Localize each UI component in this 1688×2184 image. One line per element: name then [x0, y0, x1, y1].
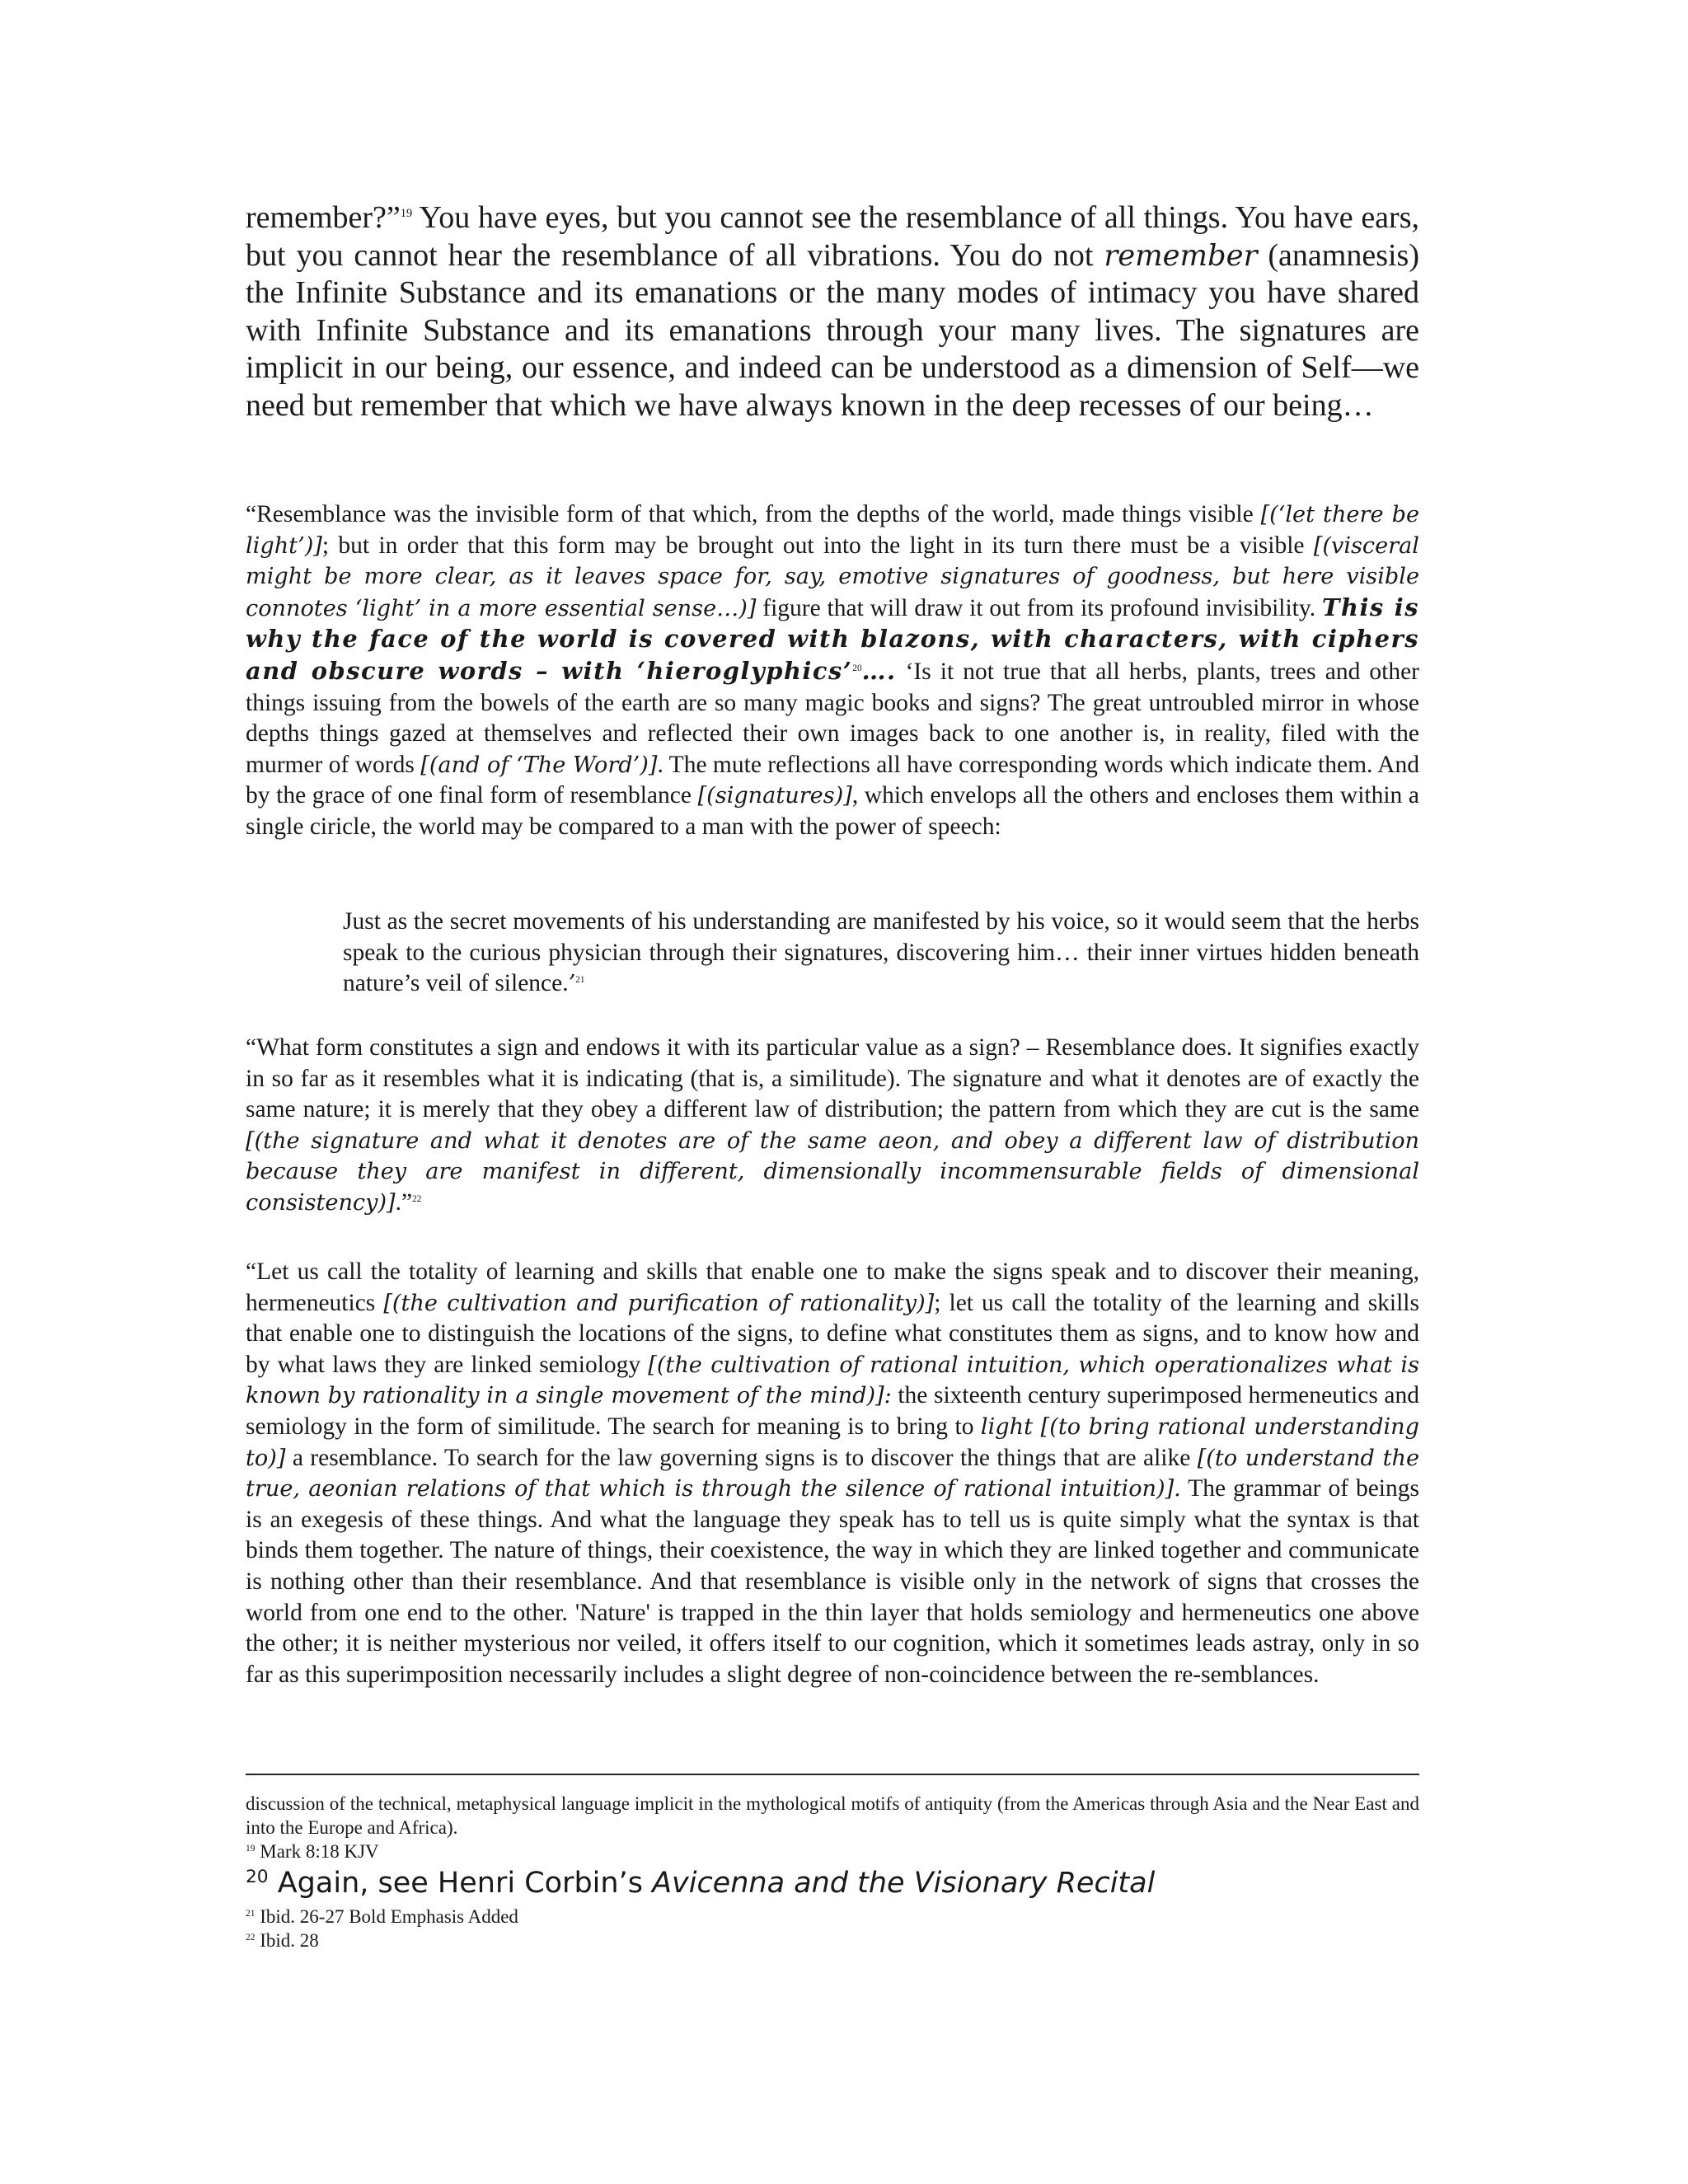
annotation-rationality: [(the cultivation and purification of rationality)]	[383, 1290, 935, 1316]
quote-paragraph-hermeneutics: “Let us call the totality of learning and skills that enable one to make the signs speak and to discover their meaning, hermeneutics [(the cultivation and purification of rationality)]; let us call the totality of the learning and skills that enable one to distinguish the locations of the signs, to define what constitutes them as signs, and to know how and by what laws they are linked semiology [(the cultivation of rational intuition, which operationalizes what is known by rationality in a single movement of the mind)]: the sixteenth century superimposed hermeneutics and semiology in the form of similitude. The search for meaning is to bring to light [(to bring rational understanding to)] a resemblance. To search for the law governing signs is to discover the things that are alike [(to understand the true, aeonian relations of that which is through the silence of rational intuition)]. The grammar of beings is an exegesis of these things. And what the language they speak has to tell us is quite simply what the syntax is that binds them together. The nature of things, their coexistence, the way in which they are linked together and communicate is nothing other than their resemblance. And that resemblance is visible only in the network of signs that crosses the world from one end to the other. 'Nature' is trapped in the thin layer that holds semiology and hermeneutics one above the other; it is neither mysterious nor veiled, it offers itself to our cognition, which it sometimes leads astray, only in so far as this superimposition necessarily includes a slight degree of non-coincidence between the re-semblances.	[246, 1258, 1420, 1688]
lead-paragraph: remember?”$^{19}$ You have eyes, but you cannot see the resemblance of all things. You have ears, but you cannot hear the resemblance of all vibrations. You do not remember (anamnesis) the Infinite Substance and its emanations or the many modes of intimacy you have shared with Infinite Substance and its emanations through your many lives. The signatures are implicit in our being, our essence, and indeed can be understood as a dimension of Self—we need but remember that which we have always known in the deep recesses of our being…	[246, 200, 1419, 423]
annotation-aeon: [(the signature and what it denotes are of the same aeon, and obey a different law of distribution because they are manifest in different, dimensionally incommensurable fields of dimensional consistency)]	[246, 1127, 1419, 1216]
footnote-ref-19: 19	[400, 207, 413, 221]
footnote-ref-20: 20	[852, 663, 862, 673]
annotation-visceral: [(visceral might be more clear, as it leaves space for, say, emotive signatures of goodness, but here visible connotes ‘light’ in a more essential sense…)]	[246, 532, 1419, 621]
quote-paragraph-sign-form: “What form constitutes a sign and endows it with its particular value as a sign? – Resemblance does. It signifies exactly in so far as it resembles what it is indicating (that is, a similitude). The signature and what it denotes are of exactly the same nature; it is merely that they obey a different law of distribution; the pattern from which they are cut is the same [(the signature and what it denotes are of the same aeon, and obey a different law of distribution because they are manifest in different, dimensionally incommensurable fields of dimensional consistency)].”$^{22}$	[246, 1034, 1419, 1216]
annotation-rational-intuition: [(the cultivation of rational intuition, which operationalizes what is known by rationality in a single movement of the mind)]:	[246, 1352, 1419, 1409]
annotation-aeonian-relations: [(to understand the true, aeonian relations of that which is through the silence of rational intuition)].	[246, 1445, 1419, 1502]
annotation-let-there-be-light: [(‘let there be light’)]	[246, 502, 1419, 559]
footnote-continuation: discussion of the technical, metaphysical language implicit in the mythological motifs of antiquity (from the Americas through Asia and the Near East and into the Europe and Africa).	[246, 1793, 1419, 1838]
footnote-20-book-title: Avicenna and the Visionary Recital	[652, 1867, 1156, 1900]
footnote-21: $^{21}$ Ibid. 26-27 Bold Emphasis Added	[246, 1906, 518, 1927]
footnote-ref-21: 21	[575, 975, 585, 986]
emphasis-remember: remember	[1104, 238, 1258, 273]
annotation-light: light [(to bring rational understanding to)]	[246, 1413, 1420, 1471]
footnote-20: $^{20}$ Again, see Henri Corbin’s Avicenna and the Visionary Recital	[246, 1867, 1156, 1900]
quote-paragraph-resemblance: “Resemblance was the invisible form of that which, from the depths of the world, made things visible [(‘let there be light’)]; but in order that this form may be brought out into the light in its turn there must be a visible [(visceral might be more clear, as it leaves space for, say, emotive signatures of goodness, but here visible connotes ‘light’ in a more essential sense…)] figure that will draw it out from its profound invisibility. This is why the face of the world is covered with blazons, with characters, with ciphers and obscure words – with ‘hieroglyphics’$^{20}$…. ‘Is it not true that all herbs, plants, trees and other things issuing from the bowels of the earth are so many magic books and signs? The great untroubled mirror in whose depths things gazed at themselves and reflected their own images back to one another is, in reality, filed with the murmer of words [(and of ‘The Word’)]. The mute reflections all have corresponding words which indicate them. And by the grace of one final form of resemblance [(signatures)], which envelops all the others and encloses them within a single ciricle, the world may be compared to a man with the power of speech:	[246, 501, 1419, 840]
footnote-22: $^{22}$ Ibid. 28	[246, 1930, 319, 1951]
annotation-signatures: [(signatures)]	[697, 783, 852, 809]
block-quote-physician: Just as the secret movements of his understanding are manifested by his voice, so it would seem that the herbs speak to the curious physician through their signatures, discovering him… their inner virtues hidden beneath nature’s veil of silence.’$^{21}$	[343, 908, 1419, 997]
bold-emphasis-blazons: This is why the face of the world is covered with blazons, with characters, with ciphers and obscure words – with ‘hieroglyphics’	[246, 593, 1419, 685]
annotation-the-word: [(and of ‘The Word’)]	[420, 752, 658, 778]
footnote-separator	[246, 1774, 1419, 1775]
footnote-19: $^{19}$ Mark 8:18 KJV	[246, 1841, 379, 1862]
footnote-ref-22: 22	[412, 1193, 422, 1204]
